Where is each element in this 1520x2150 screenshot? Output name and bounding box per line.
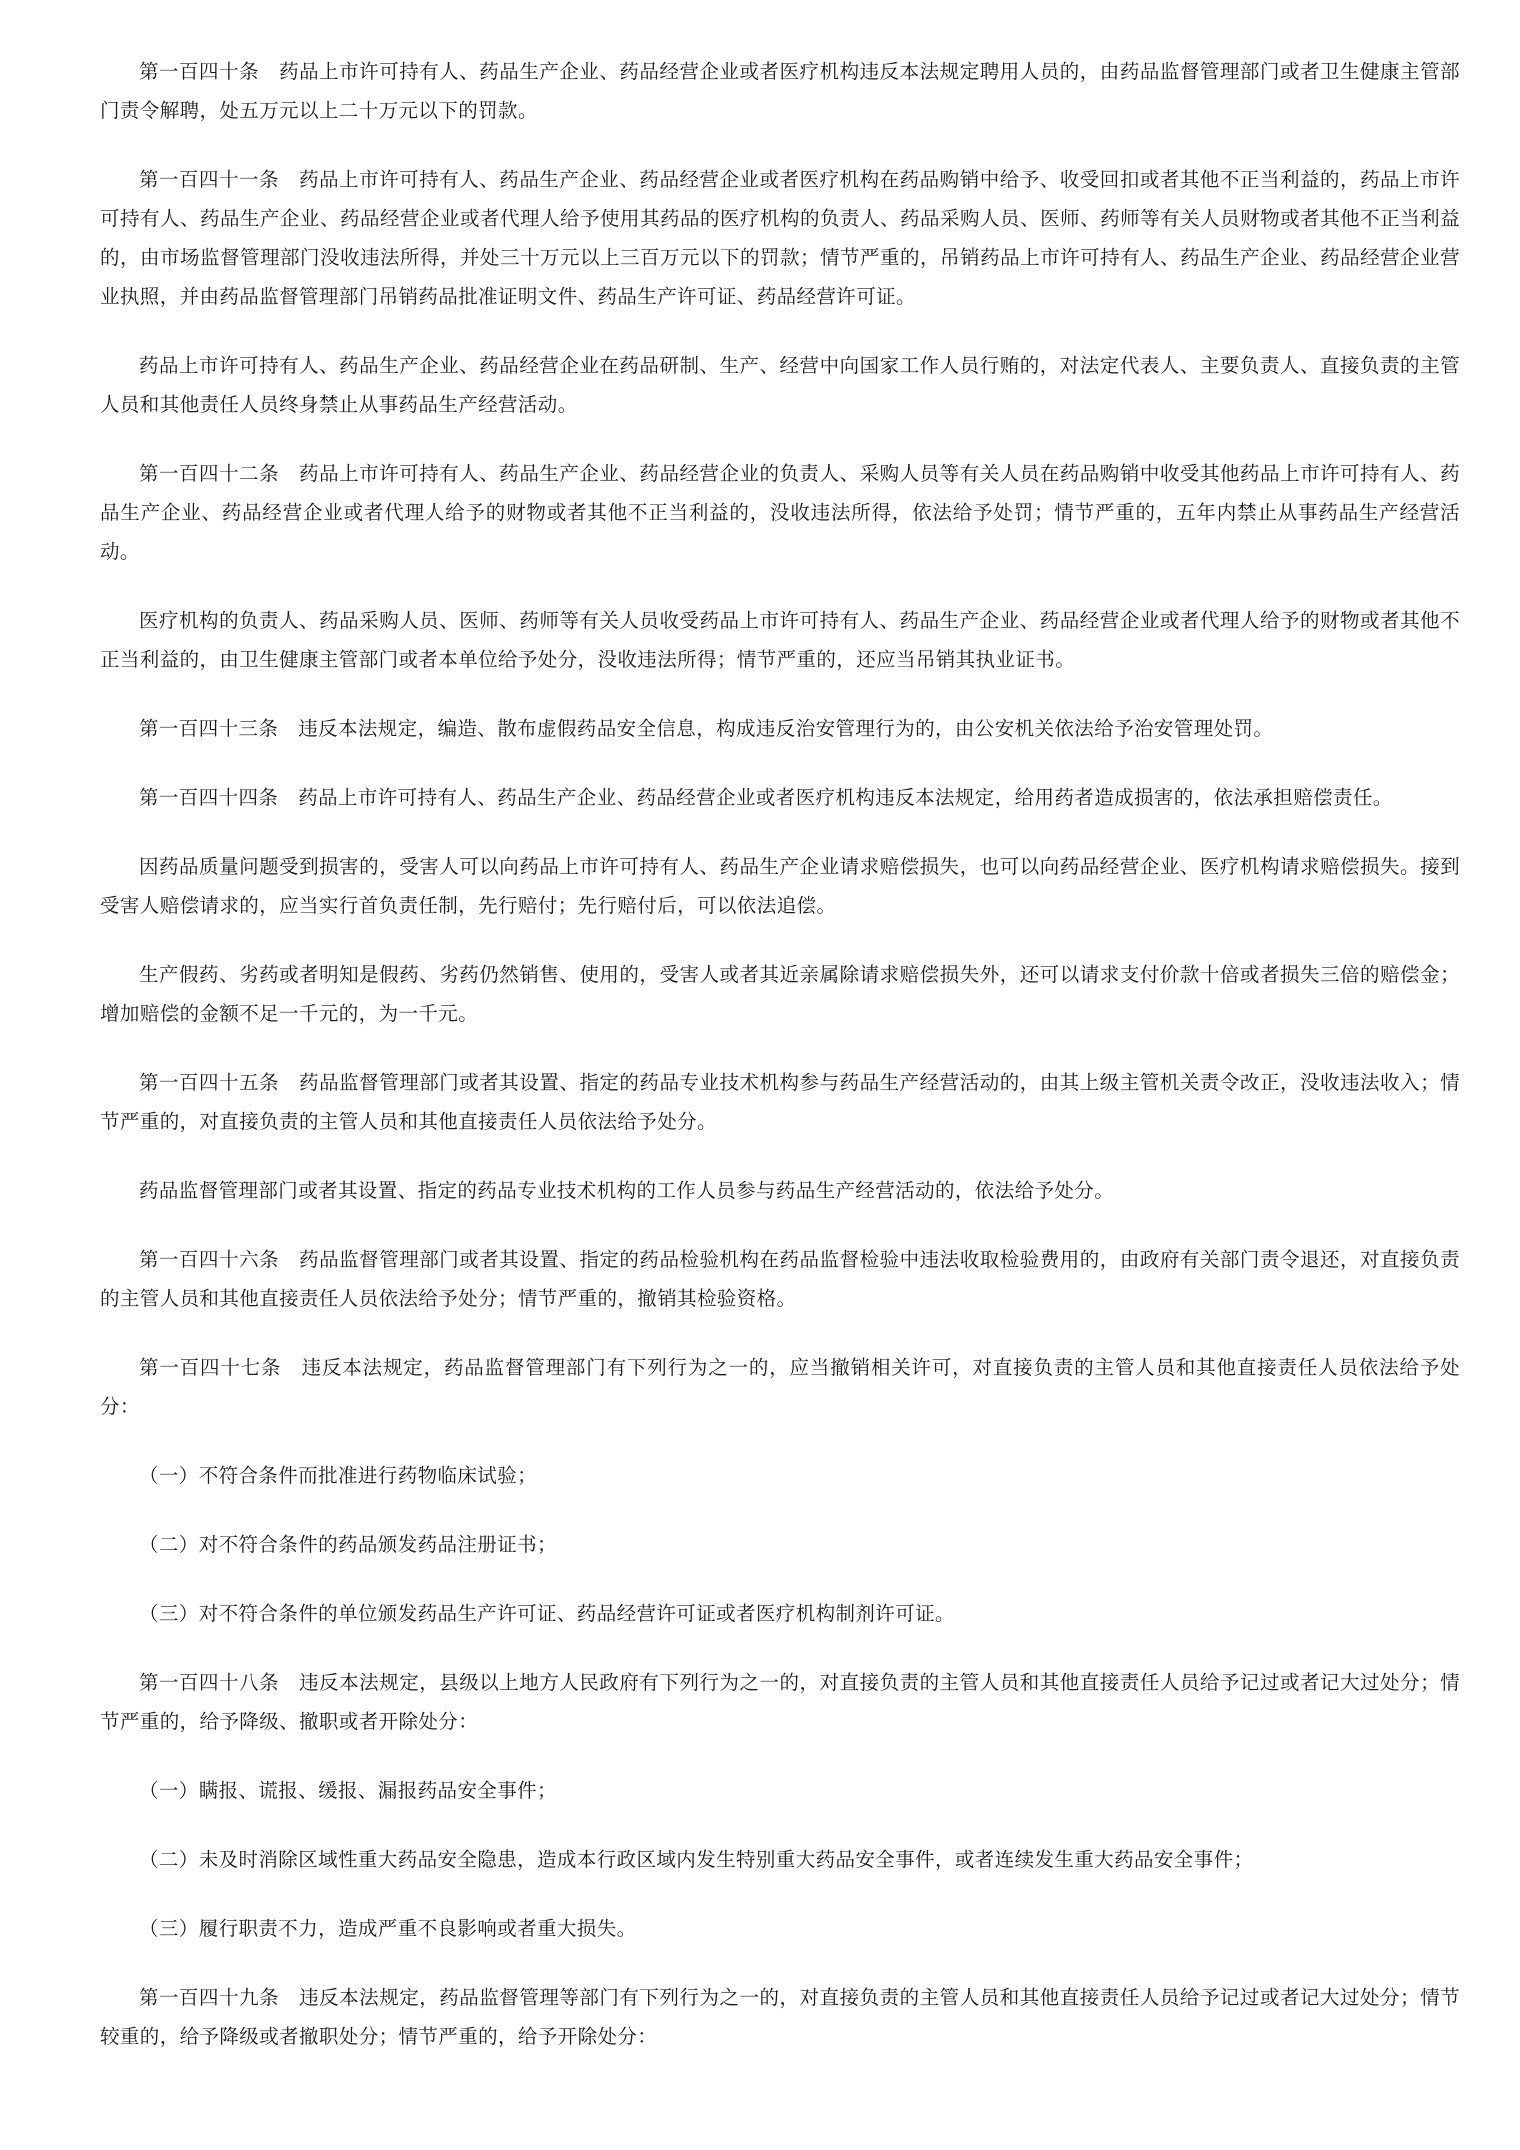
article-141: 第一百四十一条 药品上市许可持有人、药品生产企业、药品经营企业或者医疗机构在药品购销中给予、收受回扣或者其他不正当利益的，药品上市许可持有人、药品生产企业、药品经营企业或者代理人给予使用其药品的医疗机构的负责人、药品采购人员、医师、药师等有关人员财物或者其他不正当利益的，由市场监督管理部门没收违法所得，并处三十万元以上三百万元以下的罚款；情节严重的，吊销药品上市许可持有人、药品生产企业、药品经营企业营业执照，并由药品监督管理部门吊销药品批准证明文件、药品生产许可证、药品经营许可证。 bbox=[100, 168, 1460, 308]
article-140: 第一百四十条 药品上市许可持有人、药品生产企业、药品经营企业或者医疗机构违反本法规定聘用人员的，由药品监督管理部门或者卫生健康主管部门责令解聘，处五万元以上二十万元以下的罚款。 bbox=[100, 60, 1460, 122]
article-149: 第一百四十九条 违反本法规定，药品监督管理等部门有下列行为之一的，对直接负责的主管人员和其他直接责任人员给予记过或者记大过处分；情节较重的，给予降级或者撤职处分；情节严重的，给予开除处分： bbox=[100, 1986, 1460, 2048]
article-142: 第一百四十二条 药品上市许可持有人、药品生产企业、药品经营企业的负责人、采购人员等有关人员在药品购销中收受其他药品上市许可持有人、药品生产企业、药品经营企业或者代理人给予的财物或者其他不正当利益的，没收违法所得，依法给予处罚；情节严重的，五年内禁止从事药品生产经营活动。 bbox=[100, 462, 1460, 563]
article-145: 第一百四十五条 药品监督管理部门或者其设置、指定的药品专业技术机构参与药品生产经营活动的，由其上级主管机关责令改正，没收违法收入；情节严重的，对直接负责的主管人员和其他直接责任人员依法给予处分。 bbox=[100, 1071, 1460, 1133]
article-144-para-2: 因药品质量问题受到损害的，受害人可以向药品上市许可持有人、药品生产企业请求赔偿损失，也可以向药品经营企业、医疗机构请求赔偿损失。接到受害人赔偿请求的，应当实行首负责任制，先行赔付；先行赔付后，可以依法追偿。 bbox=[100, 855, 1460, 917]
article-144: 第一百四十四条 药品上市许可持有人、药品生产企业、药品经营企业或者医疗机构违反本法规定，给用药者造成损害的，依法承担赔偿责任。 bbox=[139, 786, 1393, 809]
article-141-para-2: 药品上市许可持有人、药品生产企业、药品经营企业在药品研制、生产、经营中向国家工作人员行贿的，对法定代表人、主要负责人、直接负责的主管人员和其他责任人员终身禁止从事药品生产经营活动。 bbox=[100, 354, 1460, 416]
article-147-item-2: （二）对不符合条件的药品颁发药品注册证书； bbox=[139, 1533, 557, 1556]
article-147-item-3: （三）对不符合条件的单位颁发药品生产许可证、药品经营许可证或者医疗机构制剂许可证。 bbox=[139, 1602, 955, 1625]
article-148-item-1: （一）瞒报、谎报、缓报、漏报药品安全事件； bbox=[139, 1779, 557, 1802]
article-147-item-1: （一）不符合条件而批准进行药物临床试验； bbox=[139, 1464, 538, 1487]
article-148-item-2: （二）未及时消除区域性重大药品安全隐患，造成本行政区域内发生特别重大药品安全事件，或者连续发生重大药品安全事件； bbox=[139, 1848, 1254, 1871]
article-148-item-3: （三）履行职责不力，造成严重不良影响或者重大损失。 bbox=[139, 1917, 637, 1940]
article-148: 第一百四十八条 违反本法规定，县级以上地方人民政府有下列行为之一的，对直接负责的主管人员和其他直接责任人员给予记过或者记大过处分；情节严重的，给予降级、撤职或者开除处分： bbox=[100, 1671, 1460, 1733]
article-142-para-2: 医疗机构的负责人、药品采购人员、医师、药师等有关人员收受药品上市许可持有人、药品生产企业、药品经营企业或者代理人给予的财物或者其他不正当利益的，由卫生健康主管部门或者本单位给予处分，没收违法所得；情节严重的，还应当吊销其执业证书。 bbox=[100, 609, 1460, 671]
article-145-para-2: 药品监督管理部门或者其设置、指定的药品专业技术机构的工作人员参与药品生产经营活动的，依法给予处分。 bbox=[139, 1179, 1115, 1202]
article-143: 第一百四十三条 违反本法规定，编造、散布虚假药品安全信息，构成违反治安管理行为的，由公安机关依法给予治安管理处罚。 bbox=[139, 717, 1274, 740]
article-144-para-3: 生产假药、劣药或者明知是假药、劣药仍然销售、使用的，受害人或者其近亲属除请求赔偿损失外，还可以请求支付价款十倍或者损失三倍的赔偿金；增加赔偿的金额不足一千元的，为一千元。 bbox=[100, 963, 1460, 1025]
article-146: 第一百四十六条 药品监督管理部门或者其设置、指定的药品检验机构在药品监督检验中违法收取检验费用的，由政府有关部门责令退还，对直接负责的主管人员和其他直接责任人员依法给予处分；情节严重的，撤销其检验资格。 bbox=[100, 1248, 1460, 1310]
article-147: 第一百四十七条 违反本法规定，药品监督管理部门有下列行为之一的，应当撤销相关许可，对直接负责的主管人员和其他直接责任人员依法给予处分： bbox=[100, 1356, 1460, 1418]
